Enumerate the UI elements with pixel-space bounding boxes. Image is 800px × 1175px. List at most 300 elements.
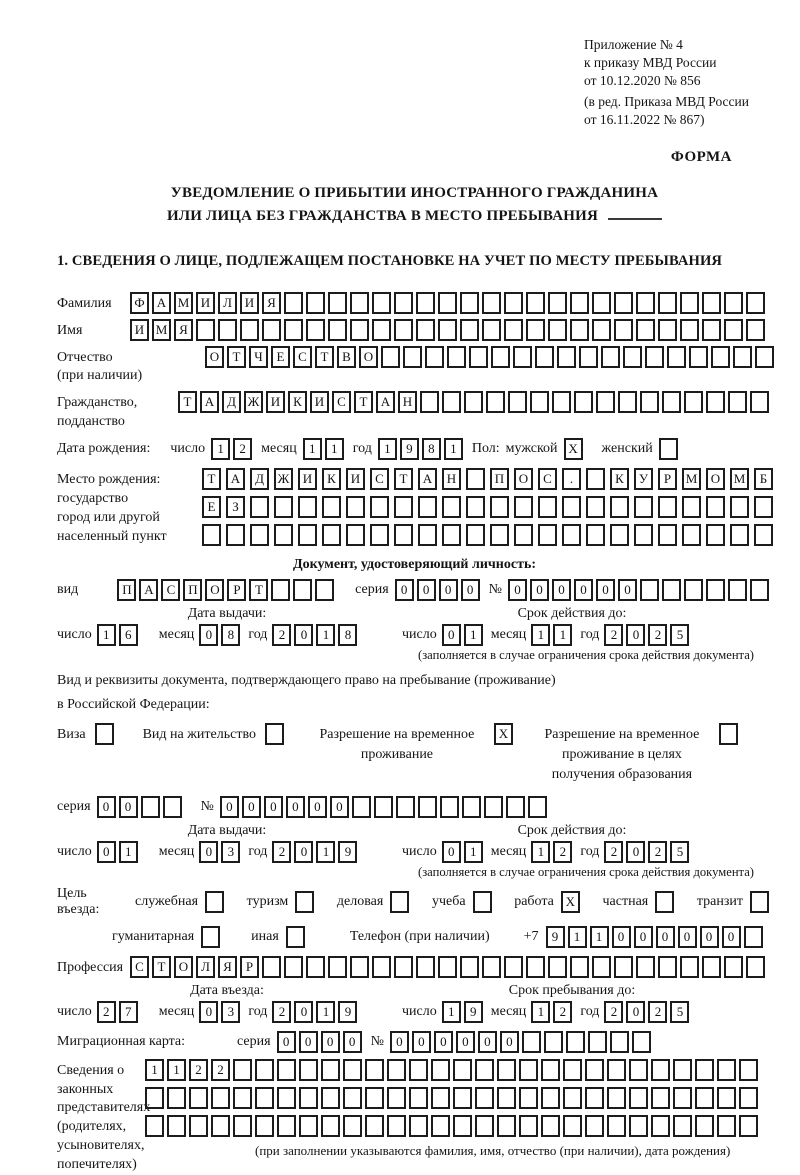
char-cell[interactable] [453, 1087, 472, 1109]
char-cell[interactable] [370, 496, 389, 518]
char-cell[interactable] [453, 1059, 472, 1081]
char-cell[interactable]: 9 [400, 438, 419, 460]
char-cell[interactable] [350, 956, 369, 978]
char-cell[interactable] [431, 1087, 450, 1109]
char-cell[interactable] [645, 346, 664, 368]
option-residence-permit-checkbox[interactable] [265, 723, 287, 745]
char-cell[interactable]: 0 [119, 796, 138, 818]
char-cell[interactable] [744, 926, 763, 948]
char-cell[interactable] [460, 292, 479, 314]
char-cell[interactable]: И [310, 391, 329, 413]
char-cell[interactable] [634, 496, 653, 518]
char-cell[interactable]: Т [394, 468, 413, 490]
char-cell[interactable] [163, 796, 182, 818]
char-cell[interactable] [570, 319, 589, 341]
char-cell[interactable]: 2 [272, 841, 291, 863]
char-cell[interactable]: 2 [211, 1059, 230, 1081]
char-cell[interactable]: 5 [670, 1001, 689, 1023]
char-cell[interactable] [514, 496, 533, 518]
char-cell[interactable]: Я [218, 956, 237, 978]
char-cell[interactable] [250, 496, 269, 518]
char-cell[interactable] [387, 1087, 406, 1109]
char-cell[interactable]: 0 [294, 841, 313, 863]
char-cell[interactable] [682, 524, 701, 546]
char-cell[interactable] [750, 391, 769, 413]
char-cell[interactable] [662, 391, 681, 413]
char-cell[interactable]: 2 [272, 1001, 291, 1023]
char-cell[interactable] [614, 319, 633, 341]
char-cell[interactable]: 1 [590, 926, 609, 948]
char-cell[interactable]: 0 [412, 1031, 431, 1053]
char-cell[interactable] [396, 796, 415, 818]
char-cell[interactable] [695, 1087, 714, 1109]
char-cell[interactable] [145, 1115, 164, 1137]
char-cell[interactable] [519, 1087, 538, 1109]
char-cell[interactable] [189, 1115, 208, 1137]
char-cell[interactable]: 9 [338, 841, 357, 863]
char-cell[interactable] [293, 579, 312, 601]
char-cell[interactable] [284, 319, 303, 341]
char-cell[interactable] [466, 468, 485, 490]
char-cell[interactable]: 0 [626, 624, 645, 646]
char-cell[interactable] [588, 1031, 607, 1053]
char-cell[interactable] [438, 292, 457, 314]
char-cell[interactable] [418, 796, 437, 818]
char-cell[interactable] [651, 1115, 670, 1137]
char-cell[interactable] [250, 524, 269, 546]
char-cell[interactable] [724, 319, 743, 341]
char-cell[interactable]: Л [218, 292, 237, 314]
char-cell[interactable]: 1 [97, 624, 116, 646]
char-cell[interactable] [167, 1087, 186, 1109]
char-cell[interactable] [315, 579, 334, 601]
char-cell[interactable]: 3 [221, 1001, 240, 1023]
char-cell[interactable]: К [288, 391, 307, 413]
char-cell[interactable]: X [564, 438, 583, 460]
char-cell[interactable] [372, 319, 391, 341]
char-cell[interactable]: 0 [299, 1031, 318, 1053]
char-cell[interactable]: И [266, 391, 285, 413]
char-cell[interactable]: А [418, 468, 437, 490]
char-cell[interactable]: Б [754, 468, 773, 490]
char-cell[interactable]: 0 [442, 624, 461, 646]
purpose-humanitarian-checkbox[interactable] [201, 926, 223, 948]
char-cell[interactable] [464, 391, 483, 413]
char-cell[interactable] [299, 1087, 318, 1109]
char-cell[interactable] [579, 346, 598, 368]
char-cell[interactable] [541, 1059, 560, 1081]
char-cell[interactable]: 0 [596, 579, 615, 601]
char-cell[interactable] [632, 1031, 651, 1053]
char-cell[interactable]: Р [240, 956, 259, 978]
char-cell[interactable] [614, 956, 633, 978]
char-cell[interactable]: 0 [700, 926, 719, 948]
char-cell[interactable] [673, 1087, 692, 1109]
char-cell[interactable] [563, 1059, 582, 1081]
char-cell[interactable] [298, 496, 317, 518]
char-cell[interactable]: Р [227, 579, 246, 601]
char-cell[interactable]: 1 [464, 624, 483, 646]
char-cell[interactable] [629, 1115, 648, 1137]
char-cell[interactable] [322, 524, 341, 546]
char-cell[interactable] [374, 796, 393, 818]
char-cell[interactable]: С [538, 468, 557, 490]
char-cell[interactable]: 0 [199, 624, 218, 646]
char-cell[interactable]: 2 [553, 841, 572, 863]
char-cell[interactable]: 0 [294, 1001, 313, 1023]
char-cell[interactable] [390, 891, 409, 913]
char-cell[interactable]: Т [202, 468, 221, 490]
char-cell[interactable] [702, 319, 721, 341]
char-cell[interactable] [506, 796, 525, 818]
char-cell[interactable]: 0 [343, 1031, 362, 1053]
char-cell[interactable] [418, 524, 437, 546]
char-cell[interactable] [271, 579, 290, 601]
char-cell[interactable]: 0 [199, 841, 218, 863]
char-cell[interactable] [522, 1031, 541, 1053]
char-cell[interactable]: 0 [242, 796, 261, 818]
char-cell[interactable] [438, 319, 457, 341]
char-cell[interactable] [659, 438, 678, 460]
char-cell[interactable] [754, 496, 773, 518]
char-cell[interactable] [562, 496, 581, 518]
char-cell[interactable] [328, 956, 347, 978]
char-cell[interactable] [394, 524, 413, 546]
char-cell[interactable]: 1 [211, 438, 230, 460]
char-cell[interactable] [343, 1087, 362, 1109]
char-cell[interactable] [306, 319, 325, 341]
char-cell[interactable]: 2 [604, 624, 623, 646]
char-cell[interactable] [662, 579, 681, 601]
char-cell[interactable] [695, 1059, 714, 1081]
char-cell[interactable]: 2 [604, 1001, 623, 1023]
char-cell[interactable] [746, 956, 765, 978]
char-cell[interactable] [634, 524, 653, 546]
char-cell[interactable]: 0 [294, 624, 313, 646]
char-cell[interactable]: 9 [546, 926, 565, 948]
char-cell[interactable] [629, 1087, 648, 1109]
char-cell[interactable] [440, 796, 459, 818]
char-cell[interactable]: М [152, 319, 171, 341]
char-cell[interactable]: К [610, 468, 629, 490]
char-cell[interactable] [702, 956, 721, 978]
char-cell[interactable] [350, 292, 369, 314]
char-cell[interactable] [673, 1059, 692, 1081]
char-cell[interactable] [702, 292, 721, 314]
char-cell[interactable]: А [226, 468, 245, 490]
char-cell[interactable] [394, 292, 413, 314]
char-cell[interactable]: 0 [478, 1031, 497, 1053]
char-cell[interactable]: Л [196, 956, 215, 978]
char-cell[interactable] [475, 1087, 494, 1109]
char-cell[interactable]: О [205, 346, 224, 368]
char-cell[interactable]: 9 [464, 1001, 483, 1023]
char-cell[interactable] [205, 891, 224, 913]
char-cell[interactable]: О [205, 579, 224, 601]
char-cell[interactable]: X [494, 723, 513, 745]
char-cell[interactable]: 1 [464, 841, 483, 863]
char-cell[interactable]: П [183, 579, 202, 601]
char-cell[interactable] [651, 1087, 670, 1109]
char-cell[interactable] [754, 524, 773, 546]
purpose-tourism-checkbox[interactable] [295, 891, 317, 913]
char-cell[interactable] [711, 346, 730, 368]
char-cell[interactable]: 0 [264, 796, 283, 818]
char-cell[interactable] [352, 796, 371, 818]
char-cell[interactable]: А [376, 391, 395, 413]
char-cell[interactable] [544, 1031, 563, 1053]
char-cell[interactable] [706, 496, 725, 518]
char-cell[interactable] [563, 1115, 582, 1137]
char-cell[interactable]: 0 [634, 926, 653, 948]
char-cell[interactable] [255, 1059, 274, 1081]
char-cell[interactable] [719, 723, 738, 745]
char-cell[interactable] [255, 1087, 274, 1109]
char-cell[interactable] [607, 1087, 626, 1109]
char-cell[interactable] [299, 1059, 318, 1081]
char-cell[interactable]: О [706, 468, 725, 490]
char-cell[interactable]: 3 [221, 841, 240, 863]
char-cell[interactable] [689, 346, 708, 368]
char-cell[interactable]: 6 [119, 624, 138, 646]
char-cell[interactable] [733, 346, 752, 368]
char-cell[interactable]: 1 [145, 1059, 164, 1081]
char-cell[interactable] [684, 391, 703, 413]
char-cell[interactable] [372, 292, 391, 314]
char-cell[interactable] [306, 956, 325, 978]
char-cell[interactable] [538, 524, 557, 546]
char-cell[interactable]: 7 [119, 1001, 138, 1023]
char-cell[interactable]: О [359, 346, 378, 368]
char-cell[interactable] [730, 524, 749, 546]
char-cell[interactable] [658, 496, 677, 518]
char-cell[interactable] [570, 956, 589, 978]
option-temp-residence-education-checkbox[interactable] [719, 723, 741, 745]
char-cell[interactable] [350, 319, 369, 341]
char-cell[interactable] [717, 1115, 736, 1137]
char-cell[interactable]: 1 [531, 841, 550, 863]
char-cell[interactable] [636, 292, 655, 314]
char-cell[interactable] [466, 496, 485, 518]
char-cell[interactable] [491, 346, 510, 368]
char-cell[interactable] [255, 1115, 274, 1137]
char-cell[interactable]: 0 [199, 1001, 218, 1023]
char-cell[interactable] [601, 346, 620, 368]
char-cell[interactable]: 0 [656, 926, 675, 948]
char-cell[interactable] [640, 579, 659, 601]
char-cell[interactable]: О [514, 468, 533, 490]
char-cell[interactable] [145, 1087, 164, 1109]
char-cell[interactable]: Т [249, 579, 268, 601]
char-cell[interactable] [636, 956, 655, 978]
char-cell[interactable] [724, 956, 743, 978]
char-cell[interactable]: 0 [395, 579, 414, 601]
char-cell[interactable] [684, 579, 703, 601]
char-cell[interactable] [346, 524, 365, 546]
char-cell[interactable] [322, 496, 341, 518]
char-cell[interactable]: 0 [97, 796, 116, 818]
char-cell[interactable] [586, 496, 605, 518]
char-cell[interactable]: С [332, 391, 351, 413]
char-cell[interactable]: П [490, 468, 509, 490]
char-cell[interactable] [607, 1115, 626, 1137]
char-cell[interactable] [416, 956, 435, 978]
char-cell[interactable] [447, 346, 466, 368]
char-cell[interactable] [453, 1115, 472, 1137]
char-cell[interactable] [651, 1059, 670, 1081]
char-cell[interactable] [286, 926, 305, 948]
char-cell[interactable] [739, 1115, 758, 1137]
char-cell[interactable] [717, 1059, 736, 1081]
char-cell[interactable] [240, 319, 259, 341]
char-cell[interactable] [233, 1087, 252, 1109]
char-cell[interactable] [394, 956, 413, 978]
char-cell[interactable]: М [174, 292, 193, 314]
char-cell[interactable] [394, 319, 413, 341]
char-cell[interactable]: 8 [422, 438, 441, 460]
char-cell[interactable]: 5 [670, 841, 689, 863]
char-cell[interactable] [482, 956, 501, 978]
char-cell[interactable] [462, 796, 481, 818]
char-cell[interactable] [528, 796, 547, 818]
char-cell[interactable] [262, 319, 281, 341]
char-cell[interactable]: И [298, 468, 317, 490]
char-cell[interactable]: 0 [530, 579, 549, 601]
char-cell[interactable] [475, 1115, 494, 1137]
char-cell[interactable] [328, 292, 347, 314]
char-cell[interactable] [274, 524, 293, 546]
char-cell[interactable]: Я [174, 319, 193, 341]
char-cell[interactable] [201, 926, 220, 948]
char-cell[interactable] [409, 1115, 428, 1137]
char-cell[interactable] [218, 319, 237, 341]
char-cell[interactable]: Ж [274, 468, 293, 490]
char-cell[interactable] [585, 1087, 604, 1109]
char-cell[interactable] [706, 391, 725, 413]
char-cell[interactable] [306, 292, 325, 314]
char-cell[interactable] [682, 496, 701, 518]
char-cell[interactable] [508, 391, 527, 413]
char-cell[interactable] [592, 292, 611, 314]
purpose-transit-checkbox[interactable] [750, 891, 772, 913]
char-cell[interactable] [592, 319, 611, 341]
char-cell[interactable] [541, 1115, 560, 1137]
char-cell[interactable]: И [240, 292, 259, 314]
char-cell[interactable] [418, 496, 437, 518]
char-cell[interactable] [655, 891, 674, 913]
char-cell[interactable]: Я [262, 292, 281, 314]
char-cell[interactable] [497, 1087, 516, 1109]
char-cell[interactable] [541, 1087, 560, 1109]
char-cell[interactable]: 1 [444, 438, 463, 460]
char-cell[interactable] [636, 319, 655, 341]
char-cell[interactable] [442, 391, 461, 413]
char-cell[interactable] [403, 346, 422, 368]
char-cell[interactable]: Т [152, 956, 171, 978]
char-cell[interactable] [346, 496, 365, 518]
char-cell[interactable] [460, 319, 479, 341]
char-cell[interactable] [504, 292, 523, 314]
char-cell[interactable] [739, 1059, 758, 1081]
char-cell[interactable] [739, 1087, 758, 1109]
char-cell[interactable]: 0 [439, 579, 458, 601]
char-cell[interactable] [141, 796, 160, 818]
char-cell[interactable] [514, 524, 533, 546]
char-cell[interactable] [277, 1115, 296, 1137]
char-cell[interactable]: 0 [678, 926, 697, 948]
char-cell[interactable]: Т [227, 346, 246, 368]
char-cell[interactable] [298, 524, 317, 546]
char-cell[interactable]: . [562, 468, 581, 490]
char-cell[interactable]: Д [222, 391, 241, 413]
char-cell[interactable]: 0 [618, 579, 637, 601]
char-cell[interactable]: 0 [612, 926, 631, 948]
char-cell[interactable]: У [634, 468, 653, 490]
char-cell[interactable] [343, 1115, 362, 1137]
char-cell[interactable] [562, 524, 581, 546]
char-cell[interactable] [466, 524, 485, 546]
char-cell[interactable]: 0 [97, 841, 116, 863]
char-cell[interactable] [469, 346, 488, 368]
char-cell[interactable] [372, 956, 391, 978]
char-cell[interactable] [460, 956, 479, 978]
char-cell[interactable] [490, 496, 509, 518]
char-cell[interactable]: 1 [167, 1059, 186, 1081]
char-cell[interactable]: 0 [442, 841, 461, 863]
sex-female-checkbox[interactable] [659, 438, 681, 460]
char-cell[interactable]: 0 [508, 579, 527, 601]
char-cell[interactable] [658, 524, 677, 546]
char-cell[interactable]: Н [398, 391, 417, 413]
char-cell[interactable] [610, 524, 629, 546]
char-cell[interactable] [211, 1087, 230, 1109]
char-cell[interactable]: О [174, 956, 193, 978]
char-cell[interactable] [196, 319, 215, 341]
char-cell[interactable] [431, 1115, 450, 1137]
char-cell[interactable]: М [682, 468, 701, 490]
char-cell[interactable]: 0 [456, 1031, 475, 1053]
char-cell[interactable] [680, 292, 699, 314]
char-cell[interactable]: 1 [378, 438, 397, 460]
purpose-other-checkbox[interactable] [286, 926, 308, 948]
char-cell[interactable]: 0 [220, 796, 239, 818]
char-cell[interactable] [526, 956, 545, 978]
char-cell[interactable] [680, 319, 699, 341]
char-cell[interactable] [504, 956, 523, 978]
char-cell[interactable] [416, 292, 435, 314]
char-cell[interactable]: И [346, 468, 365, 490]
char-cell[interactable] [548, 319, 567, 341]
char-cell[interactable] [538, 496, 557, 518]
char-cell[interactable] [328, 319, 347, 341]
char-cell[interactable] [746, 319, 765, 341]
char-cell[interactable]: 2 [648, 1001, 667, 1023]
purpose-study-checkbox[interactable] [473, 891, 495, 913]
char-cell[interactable] [695, 1115, 714, 1137]
char-cell[interactable]: К [322, 468, 341, 490]
char-cell[interactable] [365, 1087, 384, 1109]
char-cell[interactable]: В [337, 346, 356, 368]
char-cell[interactable] [343, 1059, 362, 1081]
sex-male-checkbox[interactable] [564, 438, 586, 460]
char-cell[interactable] [557, 346, 576, 368]
char-cell[interactable] [442, 496, 461, 518]
char-cell[interactable] [724, 292, 743, 314]
purpose-work-checkbox[interactable] [561, 891, 583, 913]
phone-digit-cells[interactable] [546, 926, 766, 948]
char-cell[interactable]: 2 [648, 841, 667, 863]
char-cell[interactable]: 8 [221, 624, 240, 646]
